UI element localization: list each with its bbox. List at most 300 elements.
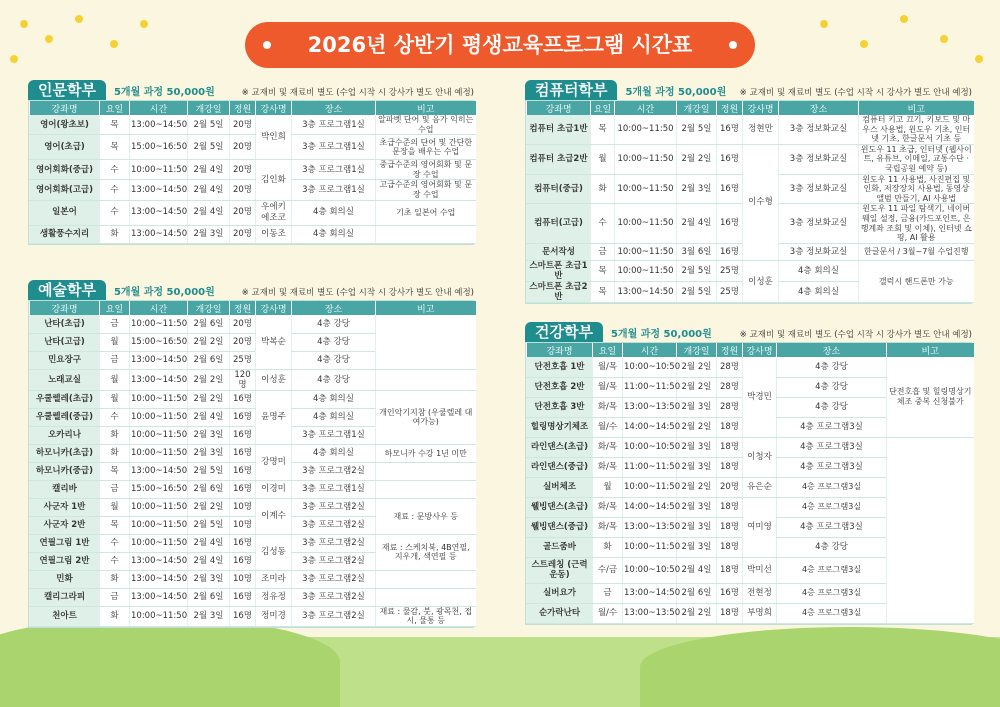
table-cell: 윈도우 11 초급, 인터넷 (웹사이트, 유튜브, 이메일, 교통수단 · 국립공원 예약 등) <box>859 144 974 174</box>
table-cell: 4층 강당 <box>777 357 887 377</box>
table-cell: 연필그림 1반 <box>30 534 100 552</box>
table-cell: 3층 프로그램2실 <box>292 498 376 516</box>
table-cell: 13:00~14:50 <box>130 552 188 570</box>
table-cell: 3층 프로그램1실 <box>292 160 376 180</box>
section-note: ※ 교재비 및 재료비 별도 (수업 시작 시 강사가 별도 안내 예정) <box>241 288 474 298</box>
table-cell: 10:00~11:50 <box>130 606 188 626</box>
table-cell: 월 <box>100 333 130 351</box>
table-cell: 2월 3일 <box>677 517 717 537</box>
table-cell: 재료 : 스케치북, 4B연필, 지우개, 색연필 등 <box>376 534 476 570</box>
table-cell <box>376 480 476 498</box>
table-cell: 컴퓨터(중급) <box>527 174 591 204</box>
schedule-table <box>526 101 974 303</box>
table-cell: 단전호흡 3반 <box>527 397 593 417</box>
section-note: ※ 교재비 및 재료비 별도 (수업 시작 시 강사가 별도 안내 예정) <box>739 88 972 98</box>
table-row <box>30 180 476 200</box>
table-cell: 25명 <box>717 282 743 303</box>
table-cell: 2월 6일 <box>677 583 717 603</box>
table-cell: 2월 5일 <box>188 115 230 135</box>
table-row <box>30 480 476 498</box>
table-cell <box>376 588 476 606</box>
table-row <box>30 200 476 225</box>
table-cell: 박복순 <box>256 315 292 369</box>
table-cell: 2월 3일 <box>188 225 230 243</box>
table-row <box>30 498 476 516</box>
column-header: 요일 <box>100 101 130 115</box>
table-cell: 16명 <box>717 243 743 260</box>
table-cell: 20명 <box>717 477 743 497</box>
section-title: 건강학부 <box>525 322 603 342</box>
table-cell: 화/목 <box>593 457 623 477</box>
table-cell: 2월 5일 <box>677 282 717 303</box>
column-header: 비고 <box>376 301 476 315</box>
table-cell: 여미영 <box>743 497 777 557</box>
table-cell: 11:00~11:50 <box>623 377 677 397</box>
table-cell: 재료 : 문방사우 등 <box>376 498 476 534</box>
table-cell: 13:00~13:50 <box>623 397 677 417</box>
table-cell: 15:00~16:50 <box>130 333 188 351</box>
table-cell: 목 <box>591 115 615 144</box>
table-cell: 2월 6일 <box>188 480 230 498</box>
table-cell: 라인댄스(중급) <box>527 457 593 477</box>
table-cell: 18명 <box>717 603 743 623</box>
table-row <box>30 444 476 462</box>
table-cell: 16명 <box>230 588 256 606</box>
table-cell: 2월 5일 <box>188 462 230 480</box>
table-cell: 알파벳 단어 및 음가 익히는 수업 <box>376 115 476 135</box>
table-cell: 하모니카(중급) <box>30 462 100 480</box>
table-cell: 20명 <box>230 160 256 180</box>
table-cell: 18명 <box>717 457 743 477</box>
table-cell: 윈도우 11 파일 탐색기, 네이버 웨일 설정, 금융(카드포인트, 은행계좌 조회 및 이체), 인터넷 쇼핑, AI 활용 <box>859 204 974 243</box>
table-cell: 스마트폰 초급2반 <box>527 282 591 303</box>
table-cell: 윤명주 <box>256 390 292 444</box>
table-cell: 영어(왕초보) <box>30 115 100 135</box>
table-cell: 화 <box>100 426 130 444</box>
table-cell: 2월 2일 <box>677 144 717 174</box>
table-cell: 목 <box>591 260 615 281</box>
table-cell: 2월 5일 <box>677 115 717 144</box>
table-cell: 2월 6일 <box>188 351 230 369</box>
table-cell: 3층 프로그램2실 <box>292 606 376 626</box>
table-cell: 20명 <box>230 115 256 135</box>
table-cell: 14:00~14:50 <box>623 497 677 517</box>
table-cell: 25명 <box>717 260 743 281</box>
table-cell: 수 <box>100 200 130 225</box>
table-cell: 화/목 <box>593 437 623 457</box>
table-cell: 컴퓨터 초급1반 <box>527 115 591 144</box>
section-note: ※ 교재비 및 재료비 별도 (수업 시작 시 강사가 별도 안내 예정) <box>739 330 972 340</box>
table-row <box>30 115 476 135</box>
table-cell: 2월 2일 <box>677 603 717 623</box>
section-note: ※ 교재비 및 재료비 별도 (수업 시작 시 강사가 별도 안내 예정) <box>241 88 474 98</box>
table-cell: 4층 강당 <box>777 397 887 417</box>
table-cell: 4층 강당 <box>777 537 887 557</box>
section-title: 인문학부 <box>28 80 106 100</box>
table-cell: 골드줌바 <box>527 537 593 557</box>
section-humanities <box>28 80 474 245</box>
table-cell: 3층 프로그램2실 <box>292 570 376 588</box>
table-cell: 사군자 2반 <box>30 516 100 534</box>
table-row <box>30 606 476 626</box>
table-row <box>30 369 476 390</box>
table-cell: 순가락난타 <box>527 603 593 623</box>
table-cell: 15:00~16:50 <box>130 480 188 498</box>
table-cell: 난타(초급) <box>30 315 100 333</box>
table-cell: 10:00~11:50 <box>615 115 677 144</box>
table-cell: 실버체조 <box>527 477 593 497</box>
table-cell: 18명 <box>717 497 743 517</box>
table-cell: 천아트 <box>30 606 100 626</box>
table-cell: 박경민 <box>743 357 777 437</box>
table-cell: 3층 프로그램2실 <box>292 588 376 606</box>
table-cell: 윈도우 11 사용법, 사진편집 및 인화, 저장장치 사용법, 동영상 앨범 만들기, AI 사용법 <box>859 174 974 204</box>
table-cell: 16명 <box>230 606 256 626</box>
table-cell: 컴퓨터 키고 끄기, 키보드 및 마우스 사용법, 윈도우 기초, 인터넷 기초, 한글문서 기초 등 <box>859 115 974 144</box>
table-row <box>527 437 974 457</box>
table-cell: 4층 강당 <box>292 315 376 333</box>
table-cell: 2월 2일 <box>677 417 717 437</box>
table-cell: 월/목 <box>593 357 623 377</box>
table-cell: 3층 프로그램2실 <box>292 534 376 552</box>
table-cell: 문서작성 <box>527 243 591 260</box>
table-cell: 재료 : 물감, 붓, 광목천, 접시, 물통 등 <box>376 606 476 626</box>
table-cell: 4층 강당 <box>292 333 376 351</box>
table-cell: 웰빙댄스(초급) <box>527 497 593 517</box>
table-cell: 금 <box>100 315 130 333</box>
table-cell: 2월 3일 <box>188 570 230 588</box>
table-row <box>30 462 476 480</box>
table-cell: 13:00~14:50 <box>130 180 188 200</box>
table-cell: 13:00~14:50 <box>130 462 188 480</box>
table-row <box>30 160 476 180</box>
table-cell: 16명 <box>717 204 743 243</box>
table-cell: 캘리바 <box>30 480 100 498</box>
table-cell: 이동조 <box>256 225 292 243</box>
table-cell: 13:00~14:50 <box>130 369 188 390</box>
column-header: 장소 <box>779 101 859 115</box>
table-cell: 10:00~11:50 <box>615 243 677 260</box>
table-cell: 박미선 <box>743 557 777 583</box>
table-cell: 화 <box>100 606 130 626</box>
table-cell: 4층 프로그램3실 <box>777 603 887 623</box>
table-cell: 13:00~14:50 <box>623 583 677 603</box>
table-cell: 13:00~14:50 <box>130 570 188 588</box>
column-header: 강사명 <box>256 101 292 115</box>
table-cell <box>376 225 476 243</box>
table-cell <box>887 437 974 623</box>
table-cell: 화/목 <box>593 497 623 517</box>
table-cell: 4층 강당 <box>777 377 887 397</box>
table-cell: 16명 <box>230 534 256 552</box>
table-cell: 조미라 <box>256 570 292 588</box>
table-cell: 2월 3일 <box>188 426 230 444</box>
table-cell: 2월 4일 <box>188 534 230 552</box>
table-cell: 화 <box>100 444 130 462</box>
table-cell: 15:00~16:50 <box>130 135 188 160</box>
table-cell: 화 <box>593 537 623 557</box>
table-cell: 4층 프로그램3실 <box>777 457 887 477</box>
table-cell: 2월 3일 <box>677 497 717 517</box>
table-cell: 오카리나 <box>30 426 100 444</box>
table-row <box>527 115 974 144</box>
table-cell: 수 <box>100 160 130 180</box>
table-cell: 정미경 <box>256 606 292 626</box>
table-cell: 한글문서 / 3월~7월 수업진행 <box>859 243 974 260</box>
table-cell: 금 <box>591 243 615 260</box>
table-cell: 목 <box>591 282 615 303</box>
table-cell: 4층 프로그램3실 <box>777 497 887 517</box>
table-cell: 3층 프로그램2실 <box>292 462 376 480</box>
table-cell: 2월 4일 <box>188 180 230 200</box>
table-cell: 월 <box>100 498 130 516</box>
section-fee: 5개월 과정 50,000원 <box>610 329 712 340</box>
table-cell: 중급수준의 영어회화 및 문장 수업 <box>376 160 476 180</box>
table-cell: 웰빙댄스(중급) <box>527 517 593 537</box>
table-cell: 10명 <box>230 570 256 588</box>
table-cell: 3층 정보화교실 <box>779 204 859 243</box>
table-row <box>30 225 476 243</box>
table-cell: 2월 4일 <box>188 200 230 225</box>
table-cell: 2월 6일 <box>188 588 230 606</box>
table-cell <box>376 369 476 390</box>
table-cell: 13:00~14:50 <box>615 282 677 303</box>
table-row <box>527 260 974 281</box>
table-cell: 2월 2일 <box>677 377 717 397</box>
table-cell: 10:00~11:50 <box>615 144 677 174</box>
table-cell: 민화 <box>30 570 100 588</box>
table-cell: 2월 3일 <box>188 444 230 462</box>
table-cell: 사군자 1반 <box>30 498 100 516</box>
table-cell: 영어회화(고급) <box>30 180 100 200</box>
table-cell: 하모니카 수강 1년 미만 <box>376 444 476 462</box>
table-cell: 4층 프로그램3실 <box>777 437 887 457</box>
table-cell: 2월 2일 <box>188 498 230 516</box>
table-cell: 실버요가 <box>527 583 593 603</box>
table-cell: 2월 4일 <box>188 160 230 180</box>
table-cell: 2월 3일 <box>677 437 717 457</box>
table-cell: 10:00~11:50 <box>615 174 677 204</box>
table-row <box>527 144 974 174</box>
table-cell: 이경미 <box>256 480 292 498</box>
table-cell: 4층 회의실 <box>292 390 376 408</box>
table-cell: 목 <box>100 115 130 135</box>
table-cell: 2월 3일 <box>677 174 717 204</box>
table-cell: 2월 5일 <box>188 135 230 160</box>
table-cell: 4층 회의실 <box>292 200 376 225</box>
column-header: 강사명 <box>743 343 777 357</box>
table-row <box>30 135 476 160</box>
table-cell: 우쿨렐레(중급) <box>30 408 100 426</box>
table-cell: 4층 프로그램3실 <box>777 517 887 537</box>
table-cell: 4층 회의실 <box>292 444 376 462</box>
column-header: 장소 <box>777 343 887 357</box>
column-header: 정원 <box>230 101 256 115</box>
table-cell: 3층 정보화교실 <box>779 115 859 144</box>
table-cell: 갤럭시 핸드폰만 가능 <box>859 260 974 303</box>
table-cell: 10:00~11:50 <box>130 534 188 552</box>
table-cell: 2월 2일 <box>188 390 230 408</box>
table-cell: 3층 정보화교실 <box>779 144 859 174</box>
table-cell <box>376 315 476 369</box>
table-cell: 4층 강당 <box>292 351 376 369</box>
table-cell: 18명 <box>717 417 743 437</box>
table-cell: 10:00~11:50 <box>130 160 188 180</box>
column-header: 요일 <box>100 301 130 315</box>
table-cell: 목 <box>100 462 130 480</box>
column-header: 정원 <box>717 101 743 115</box>
table-cell: 10:00~11:50 <box>623 477 677 497</box>
table-cell: 단전호흡 및 힐링명상기체조 중복 신청불가 <box>887 357 974 437</box>
table-cell: 화 <box>591 174 615 204</box>
table-cell: 캘리그라피 <box>30 588 100 606</box>
column-header: 시간 <box>130 101 188 115</box>
table-cell: 14:00~14:50 <box>623 417 677 437</box>
table-cell: 수 <box>100 552 130 570</box>
table-cell: 2월 2일 <box>188 369 230 390</box>
table-cell: 우에키 에조코 <box>256 200 292 225</box>
table-cell: 16명 <box>230 552 256 570</box>
table-cell: 10:00~11:50 <box>130 390 188 408</box>
column-header: 정원 <box>717 343 743 357</box>
table-cell: 2월 6일 <box>188 315 230 333</box>
table-cell: 16명 <box>230 426 256 444</box>
table-cell: 2월 2일 <box>677 477 717 497</box>
table-cell: 영어(초급) <box>30 135 100 160</box>
table-cell: 4층 프로그램3실 <box>777 477 887 497</box>
table-cell: 25명 <box>230 351 256 369</box>
table-cell: 2월 3일 <box>677 457 717 477</box>
table-cell: 20명 <box>230 135 256 160</box>
table-cell: 10:00~11:50 <box>130 426 188 444</box>
table-cell: 박인희 <box>256 115 292 160</box>
table-cell: 16명 <box>230 462 256 480</box>
table-cell: 3층 프로그램1실 <box>292 480 376 498</box>
column-header: 장소 <box>292 101 376 115</box>
table-cell: 수/금 <box>593 557 623 583</box>
table-cell: 기초 일본어 수업 <box>376 200 476 225</box>
table-cell: 20명 <box>230 315 256 333</box>
table-cell: 영어회화(중급) <box>30 160 100 180</box>
table-cell: 120명 <box>230 369 256 390</box>
table-cell: 4층 회의실 <box>292 225 376 243</box>
column-header: 장소 <box>292 301 376 315</box>
table-cell: 13:00~13:50 <box>623 603 677 623</box>
table-cell: 금 <box>100 480 130 498</box>
section-fee: 5개월 과정 50,000원 <box>625 87 727 98</box>
column-header: 개강일 <box>188 301 230 315</box>
table-cell: 10:00~11:50 <box>130 408 188 426</box>
table-cell: 10:00~10:50 <box>623 357 677 377</box>
table-cell: 3층 정보화교실 <box>779 243 859 260</box>
table-row <box>30 588 476 606</box>
table-cell: 3층 프로그램2실 <box>292 516 376 534</box>
section-computer <box>525 80 972 304</box>
column-header: 강좌명 <box>30 301 100 315</box>
schedule-table <box>29 101 476 244</box>
section-fee: 5개월 과정 50,000원 <box>113 287 215 298</box>
table-cell: 10:00~11:50 <box>623 537 677 557</box>
section-title: 컴퓨터학부 <box>525 80 617 100</box>
table-cell: 단전호흡 2반 <box>527 377 593 397</box>
table-cell: 강명미 <box>256 444 292 480</box>
column-header: 강좌명 <box>527 343 593 357</box>
table-cell: 13:00~14:50 <box>130 225 188 243</box>
table-cell: 13:00~14:50 <box>130 200 188 225</box>
table-cell: 20명 <box>230 180 256 200</box>
table-cell: 월/수 <box>593 603 623 623</box>
table-cell: 금 <box>100 351 130 369</box>
table-cell: 화/목 <box>593 397 623 417</box>
table-cell: 정현만 <box>743 115 779 144</box>
table-cell: 금 <box>100 588 130 606</box>
table-cell: 18명 <box>717 557 743 583</box>
table-cell: 2월 4일 <box>677 204 717 243</box>
table-cell: 3월 6일 <box>677 243 717 260</box>
table-cell: 개인악기지참 (우쿨렐레 대여가능) <box>376 390 476 444</box>
section-health <box>525 322 972 625</box>
table-cell: 20명 <box>230 225 256 243</box>
table-cell <box>376 462 476 480</box>
table-cell: 16명 <box>717 144 743 174</box>
table-cell: 수 <box>100 534 130 552</box>
table-cell: 스트레칭 (근력운동) <box>527 557 593 583</box>
table-cell: 3층 프로그램1실 <box>292 180 376 200</box>
table-cell: 2월 5일 <box>188 516 230 534</box>
table-cell: 월 <box>100 390 130 408</box>
table-cell: 컴퓨터 초급2반 <box>527 144 591 174</box>
table-row <box>30 315 476 333</box>
table-cell: 18명 <box>717 437 743 457</box>
table-cell: 부명희 <box>743 603 777 623</box>
table-cell: 월/수 <box>593 417 623 437</box>
table-cell: 2월 2일 <box>188 333 230 351</box>
table-cell: 이청자 <box>743 437 777 477</box>
table-cell: 3층 정보화교실 <box>779 174 859 204</box>
column-header: 비고 <box>887 343 974 357</box>
table-cell: 수 <box>100 408 130 426</box>
table-cell: 3층 프로그램1실 <box>292 426 376 444</box>
column-header: 강좌명 <box>30 101 100 115</box>
column-header: 개강일 <box>677 343 717 357</box>
table-cell: 10명 <box>230 498 256 516</box>
section-title: 예술학부 <box>28 280 106 300</box>
table-cell: 월 <box>591 144 615 174</box>
column-header: 시간 <box>615 101 677 115</box>
section-arts <box>28 280 474 628</box>
table-cell: 4층 강당 <box>292 369 376 390</box>
table-cell: 2월 4일 <box>188 552 230 570</box>
table-cell: 16명 <box>230 480 256 498</box>
table-cell: 노래교실 <box>30 369 100 390</box>
table-cell: 16명 <box>717 583 743 603</box>
column-header: 시간 <box>130 301 188 315</box>
table-cell <box>376 570 476 588</box>
schedule-table <box>526 343 974 624</box>
table-cell: 하모니카(초급) <box>30 444 100 462</box>
table-cell: 18명 <box>717 517 743 537</box>
column-header: 강좌명 <box>527 101 591 115</box>
column-header: 비고 <box>859 101 974 115</box>
table-cell: 수 <box>591 204 615 243</box>
table-cell: 힐링명상기체조 <box>527 417 593 437</box>
table-cell: 4층 프로그램3실 <box>777 583 887 603</box>
column-header: 비고 <box>376 101 476 115</box>
table-cell: 난타(고급) <box>30 333 100 351</box>
table-cell: 16명 <box>230 444 256 462</box>
table-cell: 이수형 <box>743 144 779 260</box>
table-cell: 13:00~14:50 <box>130 588 188 606</box>
